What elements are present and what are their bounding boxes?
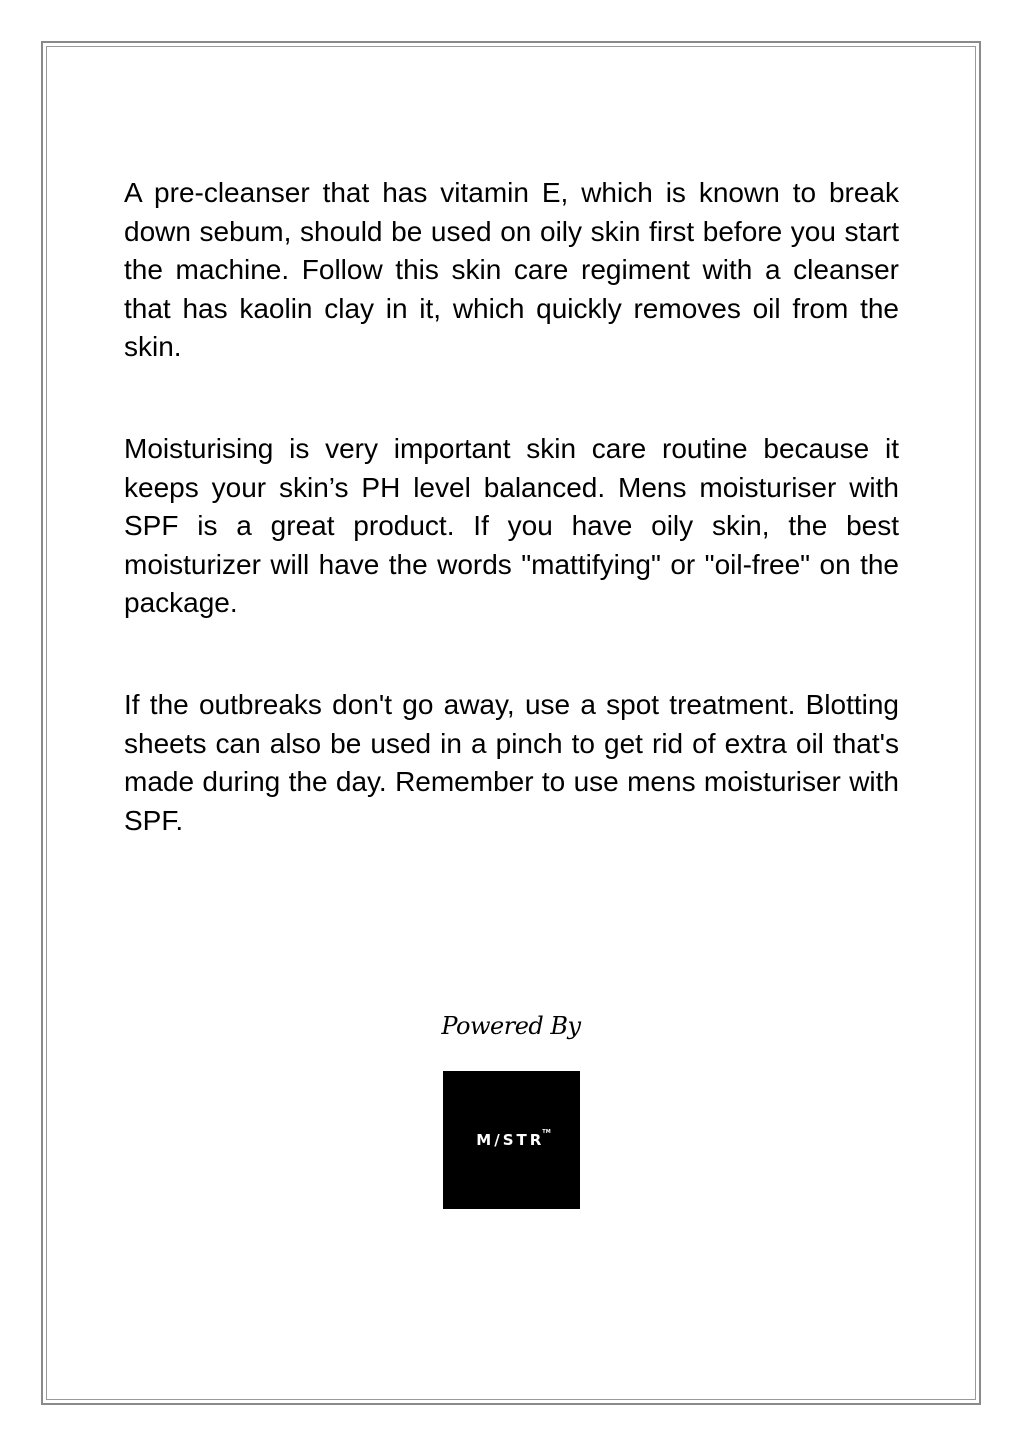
article-body [124, 174, 899, 840]
paragraph-pre-cleanser: A pre-cleanser that has vitamin E, which is known to break down sebum, should be used on oily skin first before you start the machine. Follow this skin care regiment with a cleanser that has kaolin clay in it, which quickly removes oil from the skin. [124, 177, 899, 363]
logo-trademark: TM [542, 1129, 551, 1135]
paragraph-moisturising: Moisturising is very important skin care routine because it keeps your skin’s PH level balanced. Mens moisturiser with SPF is a great product. If you have oily skin, the best moisturizer will have the words "mattifying" or "oil-free" on the package. [124, 432, 899, 619]
logo-text: M/STR [476, 1131, 545, 1149]
logo-wordmark [476, 1131, 550, 1149]
mistr-logo [443, 1071, 580, 1209]
paragraph-spot-treatment: If the outbreaks don't go away, use a spot treatment. Blotting sheets can also be used in a pinch to get rid of extra oil that's made during the day. Remember to use mens moisturiser with SPF. [124, 688, 899, 836]
powered-by-label: Powered By [441, 1012, 581, 1040]
